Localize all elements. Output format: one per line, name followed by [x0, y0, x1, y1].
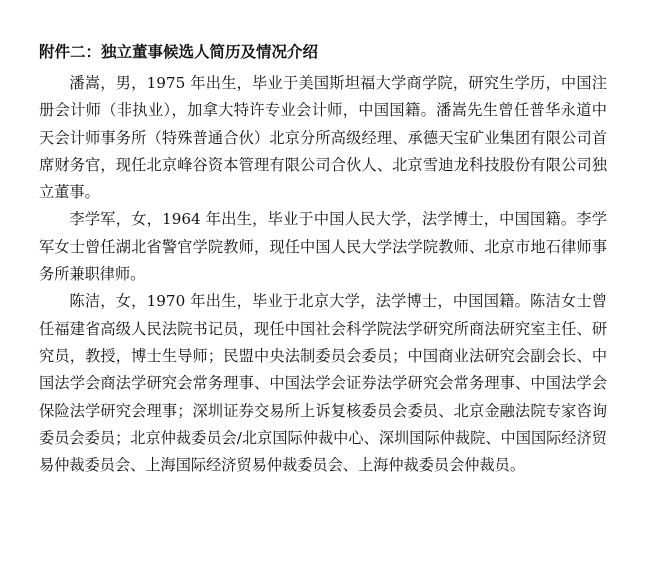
candidate-bio-li-xuejun: 李学军，女，1964 年出生，毕业于中国人民大学，法学博士，中国国籍。李学军女士曾任湖北省警官学院教师，现任中国人民大学法学院教师、北京市地石律师事务所兼职律师。 — [39, 210, 607, 284]
candidate-bio-chen-jie: 陈洁，女，1970 年出生，毕业于北京大学，法学博士，中国国籍。陈洁女士曾任福建省高级人民法院书记员，现任中国社会科学院法学研究所商法研究室主任、研究员，教授，博士生导师；民盟中央法制委员会委员；中国商业法研究会副会长、中国法学会商法学研究会常务理事、中国法学会证券法学研究会常务理事、中国法学会保险法学研究会理事；深圳证券交易所上诉复核委员会委员、北京金融法院专家咨询委员会委员；北京仲裁委员会/北京国际仲裁中心、深圳国际仲裁院、中国国际经济贸易仲裁委员会、上海国际经济贸易仲裁委员会、上海仲裁委员会仲裁员。 — [39, 292, 607, 475]
attachment-heading: 附件二：独立董事候选人简历及情况介绍 — [39, 43, 319, 61]
candidate-bio-pan-song: 潘嵩，男，1975 年出生，毕业于美国斯坦福大学商学院，研究生学历，中国注册会计师（非执业），加拿大特许专业会计师，中国国籍。潘嵩先生曾任普华永道中天会计师事务所（特殊普通合伙）北京分所高级经理、承德天宝矿业集团有限公司首席财务官，现任北京峰谷资本管理有限公司合伙人、北京雪迪龙科技股份有限公司独立董事。 — [39, 74, 607, 202]
document-body — [39, 42, 607, 479]
